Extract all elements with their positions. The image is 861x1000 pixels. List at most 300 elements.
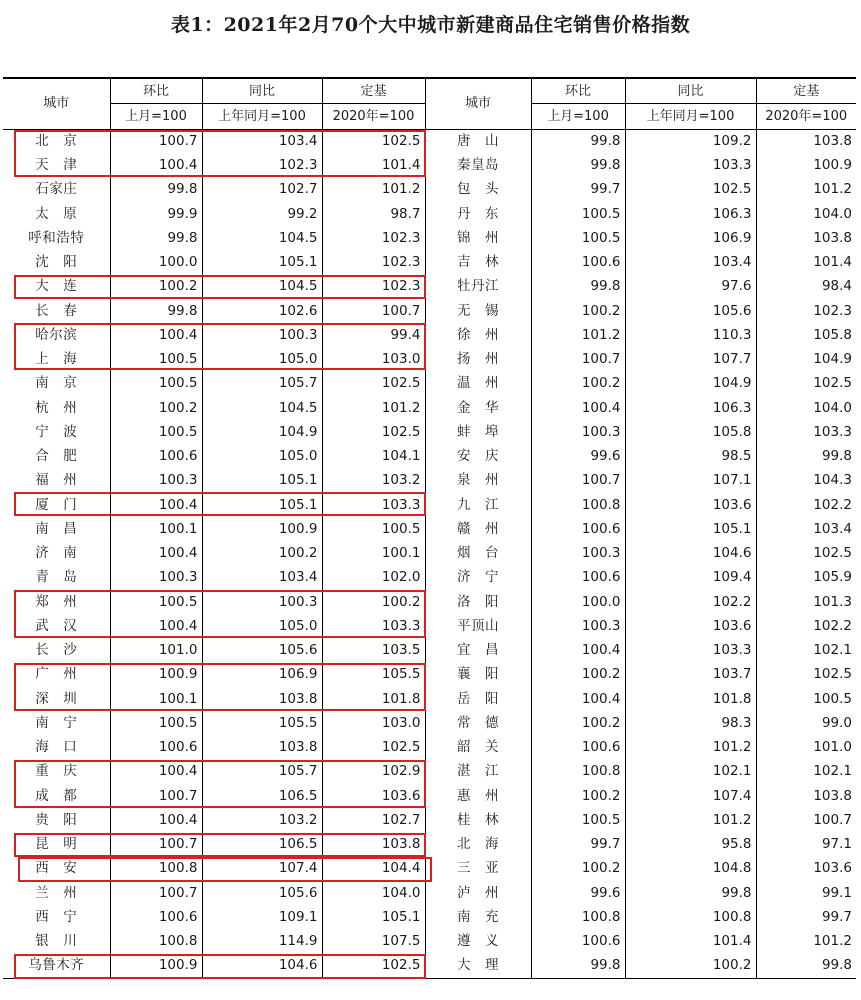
city-name-cell: 北 京 xyxy=(35,132,78,149)
city-name-cell: 石家庄 xyxy=(35,181,78,198)
mom-index-cell: 100.5 xyxy=(110,348,202,372)
city-name-cell: 牡丹江 xyxy=(425,275,531,299)
city-name-cell: 岳 阳 xyxy=(425,687,531,711)
header-base-sub-right: 2020年=100 xyxy=(756,104,856,129)
table-row xyxy=(3,518,856,542)
yoy-index-cell: 97.6 xyxy=(625,275,756,299)
base-index-cell: 101.2 xyxy=(756,178,856,202)
mom-index-cell: 100.5 xyxy=(110,590,202,614)
mom-index-cell: 100.3 xyxy=(531,542,625,566)
yoy-index-cell: 109.1 xyxy=(202,906,322,930)
city-name-cell: 银 川 xyxy=(35,933,78,950)
base-index-cell: 102.5 xyxy=(322,736,425,760)
table-row xyxy=(3,178,856,202)
city-name-cell: 桂 林 xyxy=(425,809,531,833)
table-row xyxy=(3,906,856,930)
city-name-cell: 南 京 xyxy=(35,375,78,392)
table-row xyxy=(3,445,856,469)
yoy-index-cell: 107.4 xyxy=(625,784,756,808)
yoy-index-cell: 104.5 xyxy=(202,396,322,420)
city-name-cell: 西 宁 xyxy=(35,908,78,925)
yoy-index-cell: 105.5 xyxy=(202,712,322,736)
yoy-index-cell: 105.1 xyxy=(202,251,322,275)
base-index-cell: 102.9 xyxy=(322,760,425,784)
base-index-cell: 104.4 xyxy=(322,857,425,881)
mom-index-cell: 100.2 xyxy=(531,663,625,687)
base-index-cell: 102.5 xyxy=(756,372,856,396)
yoy-index-cell: 103.4 xyxy=(202,129,322,154)
header-yoy-sub-right: 上年同月=100 xyxy=(625,104,756,129)
yoy-index-cell: 105.1 xyxy=(625,518,756,542)
table-row xyxy=(3,712,856,736)
city-name-cell: 大 理 xyxy=(425,954,531,979)
header-mom-sub-right: 上月=100 xyxy=(531,104,625,129)
city-name-cell: 郑 州 xyxy=(35,593,78,610)
base-index-cell: 103.8 xyxy=(756,227,856,251)
yoy-index-cell: 102.5 xyxy=(625,178,756,202)
mom-index-cell: 100.3 xyxy=(110,566,202,590)
mom-index-cell: 100.2 xyxy=(531,299,625,323)
base-index-cell: 101.3 xyxy=(756,590,856,614)
yoy-index-cell: 100.9 xyxy=(202,518,322,542)
mom-index-cell: 100.2 xyxy=(531,712,625,736)
base-index-cell: 103.3 xyxy=(756,421,856,445)
mom-index-cell: 100.6 xyxy=(531,518,625,542)
base-index-cell: 99.0 xyxy=(756,712,856,736)
yoy-index-cell: 106.3 xyxy=(625,202,756,226)
base-index-cell: 100.7 xyxy=(756,809,856,833)
yoy-index-cell: 102.1 xyxy=(625,760,756,784)
mom-index-cell: 101.0 xyxy=(110,639,202,663)
city-name-cell: 宁 波 xyxy=(35,423,78,440)
mom-index-cell: 99.9 xyxy=(110,202,202,226)
header-yoy-right: 同比 xyxy=(625,78,756,104)
city-name-cell: 丹 东 xyxy=(425,202,531,226)
base-index-cell: 102.5 xyxy=(322,421,425,445)
mom-index-cell: 100.3 xyxy=(531,421,625,445)
base-index-cell: 100.5 xyxy=(322,518,425,542)
yoy-index-cell: 103.8 xyxy=(202,736,322,760)
mom-index-cell: 100.7 xyxy=(110,833,202,857)
yoy-index-cell: 102.7 xyxy=(202,178,322,202)
mom-index-cell: 100.3 xyxy=(110,469,202,493)
yoy-index-cell: 105.7 xyxy=(202,372,322,396)
price-index-table xyxy=(3,77,856,979)
mom-index-cell: 100.5 xyxy=(531,809,625,833)
mom-index-cell: 100.8 xyxy=(531,493,625,517)
yoy-index-cell: 109.2 xyxy=(625,129,756,154)
yoy-index-cell: 103.6 xyxy=(625,493,756,517)
city-name-cell: 哈尔滨 xyxy=(35,326,78,343)
city-name-cell: 兰 州 xyxy=(35,884,78,901)
table-row xyxy=(3,833,856,857)
base-index-cell: 101.2 xyxy=(322,396,425,420)
mom-index-cell: 100.4 xyxy=(110,154,202,178)
mom-index-cell: 100.7 xyxy=(110,881,202,905)
mom-index-cell: 99.8 xyxy=(531,275,625,299)
city-name-cell: 武 汉 xyxy=(35,617,78,634)
city-name-cell: 天 津 xyxy=(35,157,78,174)
header-mom-left: 环比 xyxy=(110,78,202,104)
base-index-cell: 101.8 xyxy=(322,687,425,711)
base-index-cell: 102.3 xyxy=(322,275,425,299)
base-index-cell: 103.0 xyxy=(322,712,425,736)
base-index-cell: 104.9 xyxy=(756,348,856,372)
yoy-index-cell: 103.2 xyxy=(202,809,322,833)
base-index-cell: 101.0 xyxy=(756,736,856,760)
mom-index-cell: 100.6 xyxy=(110,906,202,930)
yoy-index-cell: 105.7 xyxy=(202,760,322,784)
table-row xyxy=(3,639,856,663)
city-name-cell: 平顶山 xyxy=(425,615,531,639)
base-index-cell: 102.2 xyxy=(756,493,856,517)
yoy-index-cell: 103.7 xyxy=(625,663,756,687)
city-name-cell: 包 头 xyxy=(425,178,531,202)
yoy-index-cell: 110.3 xyxy=(625,324,756,348)
city-name-cell: 昆 明 xyxy=(35,836,78,853)
yoy-index-cell: 102.3 xyxy=(202,154,322,178)
table-row xyxy=(3,687,856,711)
base-index-cell: 105.1 xyxy=(322,906,425,930)
mom-index-cell: 100.2 xyxy=(531,857,625,881)
mom-index-cell: 100.5 xyxy=(110,421,202,445)
mom-index-cell: 100.6 xyxy=(110,445,202,469)
table-row xyxy=(3,809,856,833)
city-name-cell: 重 庆 xyxy=(35,763,78,780)
city-name-cell: 贵 阳 xyxy=(35,811,78,828)
mom-index-cell: 99.8 xyxy=(531,954,625,979)
yoy-index-cell: 107.4 xyxy=(202,857,322,881)
table-row xyxy=(3,251,856,275)
city-name-cell: 长 沙 xyxy=(35,642,78,659)
header-city-right: 城市 xyxy=(425,78,531,129)
base-index-cell: 100.2 xyxy=(322,590,425,614)
yoy-index-cell: 109.4 xyxy=(625,566,756,590)
city-name-cell: 秦皇岛 xyxy=(425,154,531,178)
yoy-index-cell: 100.8 xyxy=(625,906,756,930)
mom-index-cell: 100.5 xyxy=(110,372,202,396)
yoy-index-cell: 103.4 xyxy=(202,566,322,590)
yoy-index-cell: 103.3 xyxy=(625,154,756,178)
mom-index-cell: 100.6 xyxy=(531,736,625,760)
base-index-cell: 101.2 xyxy=(756,930,856,954)
mom-index-cell: 100.7 xyxy=(531,469,625,493)
base-index-cell: 102.3 xyxy=(322,227,425,251)
table-row xyxy=(3,566,856,590)
city-name-cell: 遵 义 xyxy=(425,930,531,954)
mom-index-cell: 100.4 xyxy=(110,324,202,348)
yoy-index-cell: 106.9 xyxy=(202,663,322,687)
yoy-index-cell: 101.2 xyxy=(625,809,756,833)
base-index-cell: 104.0 xyxy=(756,202,856,226)
mom-index-cell: 100.4 xyxy=(110,760,202,784)
yoy-index-cell: 104.5 xyxy=(202,275,322,299)
yoy-index-cell: 105.0 xyxy=(202,615,322,639)
mom-index-cell: 100.0 xyxy=(110,251,202,275)
base-index-cell: 105.5 xyxy=(322,663,425,687)
header-mom-right: 环比 xyxy=(531,78,625,104)
base-index-cell: 107.5 xyxy=(322,930,425,954)
table-row xyxy=(3,493,856,517)
base-index-cell: 103.4 xyxy=(756,518,856,542)
yoy-index-cell: 106.3 xyxy=(625,396,756,420)
base-index-cell: 100.5 xyxy=(756,687,856,711)
mom-index-cell: 100.8 xyxy=(110,857,202,881)
mom-index-cell: 100.5 xyxy=(531,227,625,251)
base-index-cell: 104.0 xyxy=(322,881,425,905)
yoy-index-cell: 100.2 xyxy=(202,542,322,566)
city-name-cell: 泉 州 xyxy=(425,469,531,493)
city-name-cell: 福 州 xyxy=(35,472,78,489)
yoy-index-cell: 103.4 xyxy=(625,251,756,275)
base-index-cell: 103.3 xyxy=(322,493,425,517)
mom-index-cell: 99.8 xyxy=(531,154,625,178)
city-name-cell: 合 肥 xyxy=(35,448,78,465)
yoy-index-cell: 99.2 xyxy=(202,202,322,226)
header-yoy-sub-left: 上年同月=100 xyxy=(202,104,322,129)
city-name-cell: 厦 门 xyxy=(35,496,78,513)
city-name-cell: 青 岛 xyxy=(35,569,78,586)
mom-index-cell: 100.9 xyxy=(110,663,202,687)
city-name-cell: 烟 台 xyxy=(425,542,531,566)
table-row xyxy=(3,129,856,154)
mom-index-cell: 100.4 xyxy=(110,542,202,566)
table-row xyxy=(3,275,856,299)
city-name-cell: 广 州 xyxy=(35,666,78,683)
base-index-cell: 104.3 xyxy=(756,469,856,493)
yoy-index-cell: 98.3 xyxy=(625,712,756,736)
city-name-cell: 西 安 xyxy=(35,860,78,877)
mom-index-cell: 100.5 xyxy=(531,202,625,226)
yoy-index-cell: 103.8 xyxy=(202,687,322,711)
table-row xyxy=(3,469,856,493)
city-name-cell: 锦 州 xyxy=(425,227,531,251)
base-index-cell: 102.3 xyxy=(756,299,856,323)
yoy-index-cell: 105.1 xyxy=(202,493,322,517)
city-name-cell: 常 德 xyxy=(425,712,531,736)
yoy-index-cell: 99.8 xyxy=(625,881,756,905)
base-index-cell: 102.3 xyxy=(322,251,425,275)
yoy-index-cell: 106.9 xyxy=(625,227,756,251)
base-index-cell: 102.5 xyxy=(322,372,425,396)
yoy-index-cell: 105.1 xyxy=(202,469,322,493)
base-index-cell: 103.5 xyxy=(322,639,425,663)
base-index-cell: 103.0 xyxy=(322,348,425,372)
header-city-left: 城市 xyxy=(3,78,110,129)
table-row xyxy=(3,881,856,905)
yoy-index-cell: 106.5 xyxy=(202,833,322,857)
base-index-cell: 99.8 xyxy=(756,445,856,469)
yoy-index-cell: 101.4 xyxy=(625,930,756,954)
base-index-cell: 104.1 xyxy=(322,445,425,469)
table-row xyxy=(3,202,856,226)
mom-index-cell: 100.8 xyxy=(531,760,625,784)
yoy-index-cell: 104.6 xyxy=(202,954,322,979)
city-name-cell: 蚌 埠 xyxy=(425,421,531,445)
header-base-left: 定基 xyxy=(322,78,425,104)
mom-index-cell: 100.6 xyxy=(110,736,202,760)
city-name-cell: 深 圳 xyxy=(35,690,78,707)
table-row xyxy=(3,227,856,251)
city-name-cell: 南 昌 xyxy=(35,520,78,537)
mom-index-cell: 100.7 xyxy=(110,784,202,808)
mom-index-cell: 99.8 xyxy=(110,178,202,202)
base-index-cell: 103.6 xyxy=(756,857,856,881)
city-name-cell: 长 春 xyxy=(35,302,78,319)
mom-index-cell: 100.5 xyxy=(110,712,202,736)
mom-index-cell: 100.3 xyxy=(531,615,625,639)
base-index-cell: 101.4 xyxy=(756,251,856,275)
base-index-cell: 103.8 xyxy=(756,129,856,154)
mom-index-cell: 100.7 xyxy=(531,348,625,372)
city-name-cell: 沈 阳 xyxy=(35,254,78,271)
base-index-cell: 98.7 xyxy=(322,202,425,226)
yoy-index-cell: 105.6 xyxy=(625,299,756,323)
mom-index-cell: 100.6 xyxy=(531,566,625,590)
base-index-cell: 104.0 xyxy=(756,396,856,420)
mom-index-cell: 99.8 xyxy=(531,129,625,154)
mom-index-cell: 99.7 xyxy=(531,178,625,202)
base-index-cell: 102.5 xyxy=(322,129,425,154)
table-row xyxy=(3,348,856,372)
city-name-cell: 上 海 xyxy=(35,351,78,368)
table-row xyxy=(3,542,856,566)
mom-index-cell: 99.6 xyxy=(531,881,625,905)
yoy-index-cell: 100.3 xyxy=(202,590,322,614)
yoy-index-cell: 103.3 xyxy=(625,639,756,663)
base-index-cell: 99.1 xyxy=(756,881,856,905)
base-index-cell: 105.8 xyxy=(756,324,856,348)
city-name-cell: 九 江 xyxy=(425,493,531,517)
city-name-cell: 太 原 xyxy=(35,205,78,222)
yoy-index-cell: 104.6 xyxy=(625,542,756,566)
mom-index-cell: 100.6 xyxy=(531,251,625,275)
yoy-index-cell: 104.8 xyxy=(625,857,756,881)
table-body xyxy=(3,129,856,979)
yoy-index-cell: 102.6 xyxy=(202,299,322,323)
base-index-cell: 97.1 xyxy=(756,833,856,857)
yoy-index-cell: 95.8 xyxy=(625,833,756,857)
mom-index-cell: 100.2 xyxy=(110,275,202,299)
yoy-index-cell: 104.5 xyxy=(202,227,322,251)
mom-index-cell: 100.1 xyxy=(110,687,202,711)
base-index-cell: 101.4 xyxy=(322,154,425,178)
yoy-index-cell: 101.8 xyxy=(625,687,756,711)
table-row xyxy=(3,299,856,323)
base-index-cell: 99.8 xyxy=(756,954,856,979)
city-name-cell: 成 都 xyxy=(35,787,78,804)
mom-index-cell: 100.4 xyxy=(531,396,625,420)
city-name-cell: 泸 州 xyxy=(425,881,531,905)
city-name-cell: 湛 江 xyxy=(425,760,531,784)
mom-index-cell: 100.7 xyxy=(110,129,202,154)
base-index-cell: 103.8 xyxy=(756,784,856,808)
yoy-index-cell: 100.3 xyxy=(202,324,322,348)
yoy-index-cell: 114.9 xyxy=(202,930,322,954)
city-name-cell: 杭 州 xyxy=(35,399,78,416)
page-title: 表1：2021年2月70个大中城市新建商品住宅销售价格指数 xyxy=(170,14,691,36)
mom-index-cell: 99.7 xyxy=(531,833,625,857)
table-row xyxy=(3,857,856,881)
yoy-index-cell: 104.9 xyxy=(625,372,756,396)
city-name-cell: 温 州 xyxy=(425,372,531,396)
city-name-cell: 宜 昌 xyxy=(425,639,531,663)
city-name-cell: 襄 阳 xyxy=(425,663,531,687)
yoy-index-cell: 102.2 xyxy=(625,590,756,614)
base-index-cell: 100.9 xyxy=(756,154,856,178)
yoy-index-cell: 105.0 xyxy=(202,445,322,469)
header-mom-sub-left: 上月=100 xyxy=(110,104,202,129)
city-name-cell: 济 南 xyxy=(35,545,78,562)
city-name-cell: 洛 阳 xyxy=(425,590,531,614)
mom-index-cell: 100.2 xyxy=(531,372,625,396)
base-index-cell: 102.0 xyxy=(322,566,425,590)
table-row xyxy=(3,615,856,639)
city-name-cell: 无 锡 xyxy=(425,299,531,323)
table-row xyxy=(3,760,856,784)
city-name-cell: 北 海 xyxy=(425,833,531,857)
city-name-cell: 大 连 xyxy=(35,278,78,295)
yoy-index-cell: 103.6 xyxy=(625,615,756,639)
yoy-index-cell: 104.9 xyxy=(202,421,322,445)
base-index-cell: 102.7 xyxy=(322,809,425,833)
yoy-index-cell: 105.8 xyxy=(625,421,756,445)
base-index-cell: 103.6 xyxy=(322,784,425,808)
city-name-cell: 徐 州 xyxy=(425,324,531,348)
yoy-index-cell: 100.2 xyxy=(625,954,756,979)
city-name-cell: 南 宁 xyxy=(35,714,78,731)
base-index-cell: 99.4 xyxy=(322,324,425,348)
base-index-cell: 99.7 xyxy=(756,906,856,930)
yoy-index-cell: 105.0 xyxy=(202,348,322,372)
city-name-cell: 呼和浩特 xyxy=(28,229,85,246)
yoy-index-cell: 98.5 xyxy=(625,445,756,469)
mom-index-cell: 100.4 xyxy=(110,493,202,517)
base-index-cell: 100.1 xyxy=(322,542,425,566)
header-base-sub-left: 2020年=100 xyxy=(322,104,425,129)
mom-index-cell: 100.6 xyxy=(531,930,625,954)
table-row xyxy=(3,324,856,348)
city-name-cell: 海 口 xyxy=(35,739,78,756)
table-row xyxy=(3,372,856,396)
city-name-cell: 乌鲁木齐 xyxy=(28,957,85,974)
table-row xyxy=(3,396,856,420)
mom-index-cell: 100.2 xyxy=(110,396,202,420)
header-row-1 xyxy=(3,78,856,104)
base-index-cell: 103.3 xyxy=(322,615,425,639)
mom-index-cell: 100.8 xyxy=(531,906,625,930)
mom-index-cell: 100.4 xyxy=(110,615,202,639)
mom-index-cell: 99.6 xyxy=(531,445,625,469)
mom-index-cell: 99.8 xyxy=(110,227,202,251)
table-row xyxy=(3,154,856,178)
yoy-index-cell: 101.2 xyxy=(625,736,756,760)
city-name-cell: 三 亚 xyxy=(425,857,531,881)
city-name-cell: 济 宁 xyxy=(425,566,531,590)
base-index-cell: 102.1 xyxy=(756,760,856,784)
mom-index-cell: 100.4 xyxy=(531,639,625,663)
city-name-cell: 惠 州 xyxy=(425,784,531,808)
mom-index-cell: 100.4 xyxy=(110,809,202,833)
mom-index-cell: 99.8 xyxy=(110,299,202,323)
city-name-cell: 赣 州 xyxy=(425,518,531,542)
table-row xyxy=(3,784,856,808)
table-row xyxy=(3,663,856,687)
base-index-cell: 105.9 xyxy=(756,566,856,590)
city-name-cell: 安 庆 xyxy=(425,445,531,469)
table-row xyxy=(3,930,856,954)
city-name-cell: 唐 山 xyxy=(425,129,531,154)
